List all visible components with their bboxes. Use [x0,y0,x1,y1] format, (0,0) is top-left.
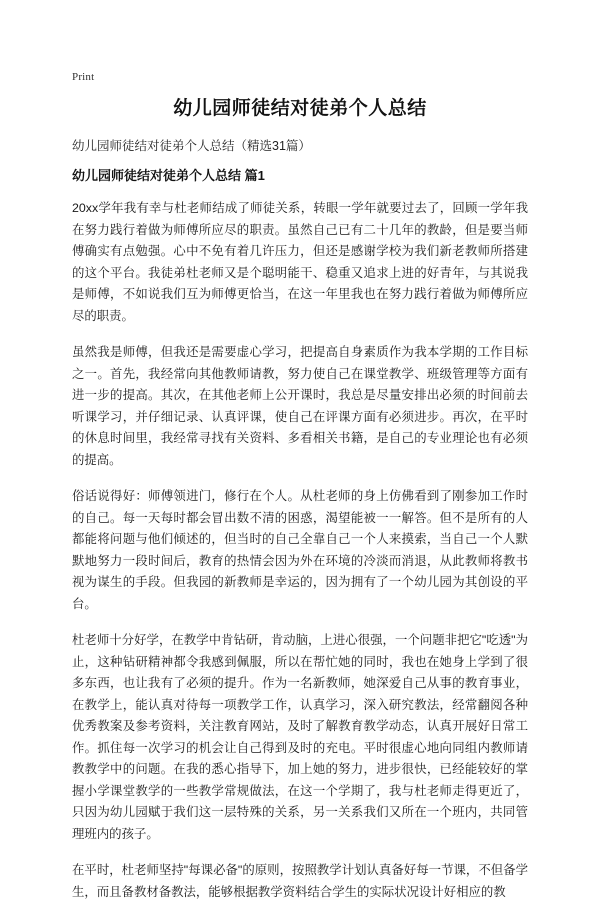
document-subtitle: 幼儿园师徒结对徒弟个人总结（精选31篇） [72,139,311,153]
body-paragraph: 杜老师十分好学，在教学中肯钻研，肯动脑，上进心很强，一个问题非把它"吃透"为止，这种钻研精神都令我感到佩服，所以在帮忙她的同时，我也在她身上学到了很多东西，也让我有了必须的提升。作为一名新教师，她深爱自己从事的教育事业，在教学上，能认真对待每一项教学工作，认真学习，深入研究教法，经常翻阅各种优秀教案及参考资料，关注教育网站，及时了解教育教学动态，认真开展好日常工作。抓住每一次学习的机会让自己得到及时的充电。平时很虚心地向同组内教师请教教学中的问题。在我的悉心指导下，加上她的努力，进步很快，已经能较好的掌握小学课堂教学的一些教学常规做法，在这一个学期了，我与杜老师走得更近了，只因为幼儿园赋于我们这一层特殊的关系，另一关系我们又所在一个班内，共同管理班内的孩子。 [72,633,528,841]
print-label[interactable]: Print [72,71,95,83]
body-paragraph: 20xx学年我有幸与杜老师结成了师徒关系，转眼一学年就要过去了，回顾一学年我在努力践行着做为师傅所应尽的职责。虽然自己已有二十几年的教龄，但是要当师傅确实有点勉强。心中不免有着几许压力，但还是感谢学校为我们新老教师所搭建的这个平台。我徒弟杜老师又是个聪明能干、稳重又追求上进的好青年，与其说我是师傅，不如说我们互为师傅更恰当，在这一年里我也在努力践行着做为师傅所应尽的职责。 [72,201,528,323]
document-content [72,0,528,903]
page-title: 幼儿园师徒结对徒弟个人总结 [173,98,427,119]
body-paragraph: 俗话说得好：师傅领进门，修行在个人。从杜老师的身上仿佛看到了刚参加工作时的自己。每一天每时都会冒出数不清的困惑，渴望能被一一解答。但不是所有的人都能将问题与他们倾述的，但当时的自己全靠自己一个人来摸索，当自己一个人默默地努力一段时间后，教育的热情会因为外在环境的冷淡而消退，从此教师将教书视为谋生的手段。但我园的新教师是幸运的，因为拥有了一个幼儿园为其创设的平台。 [72,489,528,611]
body-paragraph: 在平时，杜老师坚持"每课必备"的原则，按照教学计划认真备好每一节课，不但备学生，而且备教材备教法，能够根据教学资料结合学生的实际状况设计好相应的教 [72,863,528,899]
section-heading: 幼儿园师徒结对徒弟个人总结 篇1 [72,168,265,183]
body-paragraph: 虽然我是师傅，但我还是需要虚心学习，把提高自身素质作为我本学期的工作目标之一。首先，我经常向其他教师请教，努力使自己在课堂教学、班级管理等方面有进一步的提高。其次，在其他老师上公开课时，我总是尽量安排出必须的时间前去听课学习，并仔细记录、认真评课，使自己在评课方面有必须进步。再次，在平时的休息时间里，我经常寻找有关资料、多看相关书籍，是自己的专业理论也有必须的提高。 [72,345,528,467]
